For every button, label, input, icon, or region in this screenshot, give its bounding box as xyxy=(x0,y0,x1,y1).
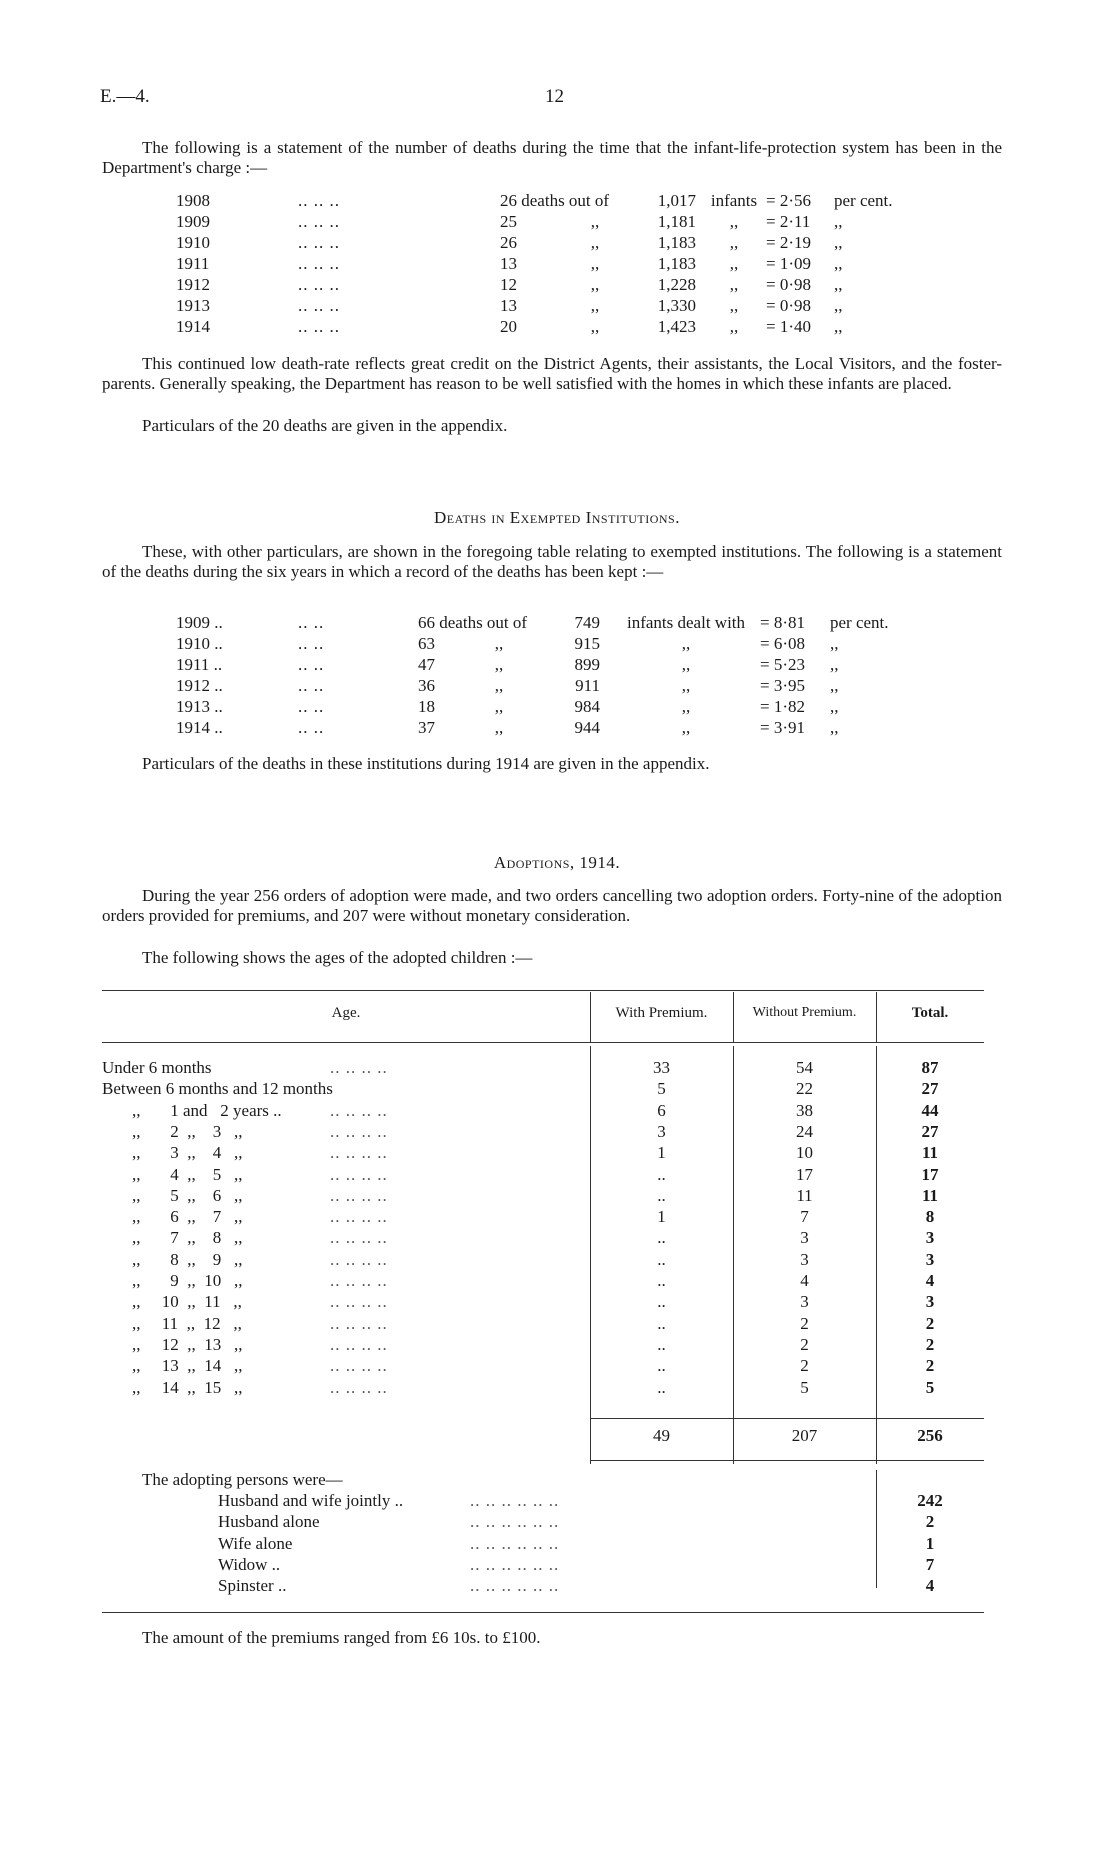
exempted-row xyxy=(0,675,1114,697)
year: 1912 xyxy=(176,275,210,294)
person-row xyxy=(0,1575,1114,1597)
deaths-row xyxy=(0,253,1114,275)
leader-dots: .. .. .. .. .. .. xyxy=(470,1533,560,1553)
infants-label: ,, xyxy=(729,317,739,336)
year: 1912 .. xyxy=(176,676,223,695)
person-type: Wife alone xyxy=(218,1533,293,1553)
leader-dots: .. .. .. xyxy=(298,296,340,315)
leader-dots: .. .. .. xyxy=(298,212,340,231)
deaths-intro: The following is a statement of the number of deaths during the time that the infant-life-protection system has been in the Department's charge :— xyxy=(102,138,1002,177)
leader-dots: .. .. .. .. .. .. xyxy=(470,1576,560,1596)
death-rate: = 0·98 xyxy=(766,296,811,315)
age-label: ,, 6 ,, 7 ,, xyxy=(132,1207,243,1227)
leader-dots: .. .. .. .. xyxy=(330,1249,388,1269)
infants-count: 984 xyxy=(574,697,600,716)
deaths-count: 63 xyxy=(418,634,435,653)
infants-count: 1,330 xyxy=(657,296,696,315)
premium-range: The amount of the premiums ranged from £6 10s. to £100. xyxy=(142,1628,541,1647)
year: 1909 .. xyxy=(176,613,223,632)
without-premium: 11 xyxy=(796,1185,813,1205)
ditto-mark: ,, xyxy=(590,275,600,294)
person-count: 242 xyxy=(917,1491,943,1510)
ditto-mark: ,, xyxy=(494,676,504,695)
infants-label: ,, xyxy=(729,254,739,273)
without-premium: 10 xyxy=(796,1143,813,1163)
age-row xyxy=(0,1355,1114,1377)
with-premium: 5 xyxy=(657,1079,666,1099)
document-reference: E.—4. xyxy=(100,86,150,107)
adoptions-heading: Adoptions, 1914. xyxy=(493,853,621,872)
person-row xyxy=(0,1533,1114,1555)
infants-label: infants xyxy=(710,191,758,210)
age-label: ,, 7 ,, 8 ,, xyxy=(132,1228,243,1248)
year: 1910 .. xyxy=(176,634,223,653)
leader-dots: .. .. .. xyxy=(298,254,340,273)
without-premium: 22 xyxy=(796,1079,813,1099)
rate-unit: ,, xyxy=(830,655,839,674)
age-row xyxy=(0,1270,1114,1292)
person-row xyxy=(0,1554,1114,1576)
leader-dots: .. .. .. .. xyxy=(330,1185,388,1205)
leader-dots: .. .. .. .. xyxy=(330,1143,388,1163)
leader-dots: .. .. .. xyxy=(298,275,340,294)
rate-unit: ,, xyxy=(834,296,843,315)
leader-dots: .. .. .. .. xyxy=(330,1164,388,1184)
totals-row xyxy=(0,1425,1114,1447)
deaths-row xyxy=(0,316,1114,338)
leader-dots: .. .. .. .. xyxy=(330,1377,388,1397)
leader-dots: .. .. xyxy=(298,676,325,695)
without-premium: 2 xyxy=(800,1356,809,1376)
deaths-row xyxy=(0,211,1114,233)
infants-count: 911 xyxy=(575,676,600,695)
exempted-row xyxy=(0,612,1114,634)
with-premium: .. xyxy=(657,1334,666,1354)
leader-dots: .. .. xyxy=(298,655,325,674)
leader-dots: .. .. .. .. xyxy=(330,1121,388,1141)
ditto-mark: ,, xyxy=(494,718,504,737)
age-label: ,, 1 and 2 years .. xyxy=(132,1100,282,1120)
person-type: Husband and wife jointly .. xyxy=(218,1491,404,1510)
leader-dots: .. .. .. .. xyxy=(330,1356,388,1376)
age-label: ,, 9 ,, 10 ,, xyxy=(132,1271,243,1290)
age-row xyxy=(0,1291,1114,1313)
leader-dots: .. .. xyxy=(298,697,325,716)
without-premium: 3 xyxy=(800,1292,809,1312)
infants-label: ,, xyxy=(681,676,691,695)
person-type: Spinster .. xyxy=(218,1576,287,1596)
age-row xyxy=(0,1164,1114,1186)
rate-unit: ,, xyxy=(834,275,843,294)
ditto-mark: ,, xyxy=(590,296,600,315)
row-total: 2 xyxy=(925,1356,935,1376)
rate-unit: ,, xyxy=(834,233,843,252)
adoptions-intro: During the year 256 orders of adoption were made, and two orders cancelling two adoption orders. Forty-nine of the adoption orders provided for premiums, and 207 were without monetary consideration. xyxy=(102,886,1002,925)
death-rate: = 2·56 xyxy=(766,191,811,210)
row-total: 2 xyxy=(925,1334,935,1354)
exempted-row xyxy=(0,717,1114,739)
header-with-premium: With Premium. xyxy=(615,1005,708,1021)
rate-unit: ,, xyxy=(834,317,843,336)
with-premium: .. xyxy=(657,1313,666,1333)
leader-dots: .. .. .. .. .. .. xyxy=(470,1554,560,1574)
with-premium: .. xyxy=(657,1249,666,1269)
infants-label: ,, xyxy=(681,655,691,674)
without-premium: 17 xyxy=(796,1164,813,1184)
row-total: 11 xyxy=(921,1185,939,1205)
without-premium: 24 xyxy=(796,1121,813,1141)
leader-dots: .. .. .. .. xyxy=(330,1207,388,1227)
totals-bottom-rule xyxy=(590,1460,984,1461)
deaths-count: 47 xyxy=(418,655,435,674)
person-count: 1 xyxy=(925,1533,935,1553)
age-row xyxy=(0,1057,1114,1079)
grand-total: 256 xyxy=(917,1426,943,1445)
age-label: Under 6 months xyxy=(102,1058,212,1077)
ditto-mark: ,, xyxy=(590,233,600,252)
person-row xyxy=(0,1490,1114,1512)
leader-dots: .. .. .. .. xyxy=(330,1334,388,1354)
ditto-mark: ,, xyxy=(494,655,504,674)
header-total: Total. xyxy=(911,1005,949,1021)
deaths-particulars: Particulars of the 20 deaths are given in the appendix. xyxy=(142,416,508,435)
age-label: Between 6 months and 12 months xyxy=(102,1079,333,1099)
infants-count: 1,017 xyxy=(657,191,696,210)
leader-dots: .. .. .. .. .. .. xyxy=(470,1512,560,1532)
rate-unit: ,, xyxy=(834,254,843,273)
death-rate: = 2·19 xyxy=(766,233,811,252)
leader-dots: .. .. .. .. xyxy=(330,1271,388,1290)
death-rate: = 3·95 xyxy=(760,676,805,695)
death-rate: = 5·23 xyxy=(760,655,805,674)
leader-dots: .. .. .. xyxy=(298,317,340,336)
infants-count: 915 xyxy=(574,634,600,653)
death-rate: = 1·40 xyxy=(766,317,811,336)
with-premium: 33 xyxy=(653,1058,670,1077)
infants-label: ,, xyxy=(681,697,691,716)
table-header-rule xyxy=(102,1042,984,1043)
age-row xyxy=(0,1249,1114,1271)
death-rate: = 1·82 xyxy=(760,697,805,716)
table-top-rule xyxy=(102,990,984,991)
age-label: ,, 13 ,, 14 ,, xyxy=(132,1356,243,1376)
page-number: 12 xyxy=(545,86,564,107)
exempted-row xyxy=(0,654,1114,676)
row-total: 8 xyxy=(925,1207,935,1227)
age-row xyxy=(0,1121,1114,1143)
ditto-mark: ,, xyxy=(590,254,600,273)
person-count: 7 xyxy=(925,1554,935,1574)
death-rate: = 8·81 xyxy=(760,613,805,632)
deaths-count: 13 xyxy=(500,296,517,315)
row-total: 27 xyxy=(921,1079,939,1099)
death-rate: = 0·98 xyxy=(766,275,811,294)
age-row xyxy=(0,1313,1114,1335)
without-premium: 2 xyxy=(800,1313,809,1333)
with-premium: 1 xyxy=(657,1207,666,1227)
age-label: ,, 12 ,, 13 ,, xyxy=(132,1334,243,1354)
age-row xyxy=(0,1142,1114,1164)
deaths-count: 25 xyxy=(500,212,517,231)
exempted-row xyxy=(0,696,1114,718)
deaths-count: 13 xyxy=(500,254,517,273)
table-bottom-rule xyxy=(102,1612,984,1613)
leader-dots: .. .. .. .. .. .. xyxy=(470,1491,560,1510)
infants-count: 1,181 xyxy=(657,212,696,231)
deaths-paragraph: This continued low death-rate reflects great credit on the District Agents, their assistants, the Local Visitors, and the foster-parents. Generally speaking, the Department has reason to be well satisfied with the homes in which these infants are placed. xyxy=(102,354,1002,393)
row-total: 44 xyxy=(921,1100,939,1120)
rate-unit: per cent. xyxy=(834,191,893,210)
infants-count: 1,183 xyxy=(657,254,696,273)
infants-label: ,, xyxy=(729,233,739,252)
year: 1908 xyxy=(176,191,210,210)
year: 1914 .. xyxy=(176,718,223,737)
with-premium: .. xyxy=(657,1377,666,1397)
deaths-row xyxy=(0,295,1114,317)
column-rule xyxy=(876,1470,877,1588)
row-total: 27 xyxy=(921,1121,939,1141)
without-premium: 38 xyxy=(796,1100,813,1120)
leader-dots: .. .. .. xyxy=(298,233,340,252)
row-total: 87 xyxy=(921,1058,939,1077)
totals-rule xyxy=(590,1418,984,1419)
death-rate: = 2·11 xyxy=(766,212,811,231)
deaths-count: 36 xyxy=(418,676,435,695)
leader-dots: .. .. .. .. xyxy=(330,1313,388,1333)
infants-count: 899 xyxy=(574,655,600,674)
year: 1911 .. xyxy=(176,655,223,674)
age-label: ,, 3 ,, 4 ,, xyxy=(132,1143,243,1163)
without-premium: 3 xyxy=(800,1228,809,1248)
age-row xyxy=(0,1206,1114,1228)
deaths-count: 26 deaths out of xyxy=(500,191,610,210)
age-row xyxy=(0,1377,1114,1399)
deaths-count: 12 xyxy=(500,275,517,294)
row-total: 2 xyxy=(925,1313,935,1333)
header-age: Age. xyxy=(331,1005,361,1021)
infants-label: infants dealt with xyxy=(626,613,746,632)
rate-unit: per cent. xyxy=(830,613,889,632)
without-premium: 3 xyxy=(800,1249,809,1269)
infants-count: 944 xyxy=(574,718,600,737)
person-type: Husband alone xyxy=(218,1512,320,1532)
rate-unit: ,, xyxy=(830,718,839,737)
infants-label: ,, xyxy=(729,275,739,294)
leader-dots: .. .. .. .. xyxy=(330,1100,388,1120)
age-label: ,, 4 ,, 5 ,, xyxy=(132,1164,243,1184)
infants-label: ,, xyxy=(729,296,739,315)
death-rate: = 6·08 xyxy=(760,634,805,653)
row-total: 4 xyxy=(925,1271,935,1290)
infants-label: ,, xyxy=(681,718,691,737)
with-premium: .. xyxy=(657,1185,666,1205)
deaths-count: 66 deaths out of xyxy=(418,613,528,632)
persons-heading: The adopting persons were— xyxy=(142,1470,343,1489)
ditto-mark: ,, xyxy=(494,697,504,716)
with-premium: .. xyxy=(657,1271,666,1290)
ditto-mark: ,, xyxy=(494,634,504,653)
death-rate: = 3·91 xyxy=(760,718,805,737)
age-label: ,, 10 ,, 11 ,, xyxy=(132,1292,242,1312)
year: 1913 xyxy=(176,296,210,315)
with-premium: .. xyxy=(657,1292,666,1312)
header-without-premium: Without Premium. xyxy=(752,1005,857,1020)
row-total: 5 xyxy=(925,1377,935,1397)
infants-count: 1,228 xyxy=(657,275,696,294)
infants-label: ,, xyxy=(681,634,691,653)
age-row xyxy=(0,1334,1114,1356)
without-premium: 2 xyxy=(800,1334,809,1354)
leader-dots: .. .. .. .. xyxy=(330,1058,388,1077)
deaths-row xyxy=(0,274,1114,296)
year: 1910 xyxy=(176,233,210,252)
with-premium: 1 xyxy=(657,1143,666,1163)
row-total: 17 xyxy=(921,1164,939,1184)
infants-count: 1,423 xyxy=(657,317,696,336)
exempted-intro: These, with other particulars, are shown in the foregoing table relating to exempted institutions. The following is a statement of the deaths during the six years in which a record of the deaths has been kept :— xyxy=(102,542,1002,581)
row-total: 3 xyxy=(925,1228,935,1248)
total-with-premium: 49 xyxy=(653,1426,670,1445)
with-premium: .. xyxy=(657,1228,666,1248)
row-total: 3 xyxy=(925,1249,935,1269)
person-count: 4 xyxy=(925,1576,935,1596)
rate-unit: ,, xyxy=(830,634,839,653)
age-row xyxy=(0,1078,1114,1100)
age-label: ,, 14 ,, 15 ,, xyxy=(132,1377,243,1397)
ditto-mark: ,, xyxy=(590,317,600,336)
deaths-row xyxy=(0,190,1114,212)
age-row xyxy=(0,1100,1114,1122)
row-total: 11 xyxy=(921,1143,939,1163)
age-row xyxy=(0,1185,1114,1207)
age-label: ,, 5 ,, 6 ,, xyxy=(132,1185,243,1205)
with-premium: .. xyxy=(657,1164,666,1184)
age-row xyxy=(0,1227,1114,1249)
infants-label: ,, xyxy=(729,212,739,231)
deaths-count: 20 xyxy=(500,317,517,336)
person-type: Widow .. xyxy=(218,1554,281,1574)
exempted-heading: Deaths in Exempted Institutions. xyxy=(434,508,680,527)
year: 1914 xyxy=(176,317,210,336)
infants-count: 1,183 xyxy=(657,233,696,252)
death-rate: = 1·09 xyxy=(766,254,811,273)
infants-count: 749 xyxy=(574,613,600,632)
rate-unit: ,, xyxy=(834,212,843,231)
year: 1909 xyxy=(176,212,210,231)
without-premium: 5 xyxy=(800,1377,809,1397)
year: 1911 xyxy=(176,254,210,273)
leader-dots: .. .. .. .. xyxy=(330,1292,388,1312)
with-premium: .. xyxy=(657,1356,666,1376)
with-premium: 3 xyxy=(657,1121,666,1141)
age-label: ,, 8 ,, 9 ,, xyxy=(132,1249,243,1269)
leader-dots: .. .. xyxy=(298,718,325,737)
deaths-count: 37 xyxy=(418,718,435,737)
deaths-row xyxy=(0,232,1114,254)
with-premium: 6 xyxy=(657,1100,666,1120)
age-label: ,, 11 ,, 12 ,, xyxy=(132,1313,242,1333)
leader-dots: .. .. xyxy=(298,613,325,632)
rate-unit: ,, xyxy=(830,697,839,716)
without-premium: 4 xyxy=(800,1271,809,1290)
deaths-count: 18 xyxy=(418,697,435,716)
row-total: 3 xyxy=(925,1292,935,1312)
ages-intro: The following shows the ages of the adopted children :— xyxy=(142,948,533,967)
person-count: 2 xyxy=(925,1512,935,1532)
without-premium: 54 xyxy=(796,1058,813,1077)
age-label: ,, 2 ,, 3 ,, xyxy=(132,1121,243,1141)
leader-dots: .. .. .. .. xyxy=(330,1228,388,1248)
deaths-count: 26 xyxy=(500,233,517,252)
ditto-mark: ,, xyxy=(590,212,600,231)
leader-dots: .. .. xyxy=(298,634,325,653)
without-premium: 7 xyxy=(800,1207,809,1227)
person-row xyxy=(0,1511,1114,1533)
exempted-row xyxy=(0,633,1114,655)
year: 1913 .. xyxy=(176,697,223,716)
exempted-particulars: Particulars of the deaths in these institutions during 1914 are given in the appendix. xyxy=(142,754,710,773)
total-without-premium: 207 xyxy=(791,1426,818,1445)
rate-unit: ,, xyxy=(830,676,839,695)
leader-dots: .. .. .. xyxy=(298,191,340,210)
